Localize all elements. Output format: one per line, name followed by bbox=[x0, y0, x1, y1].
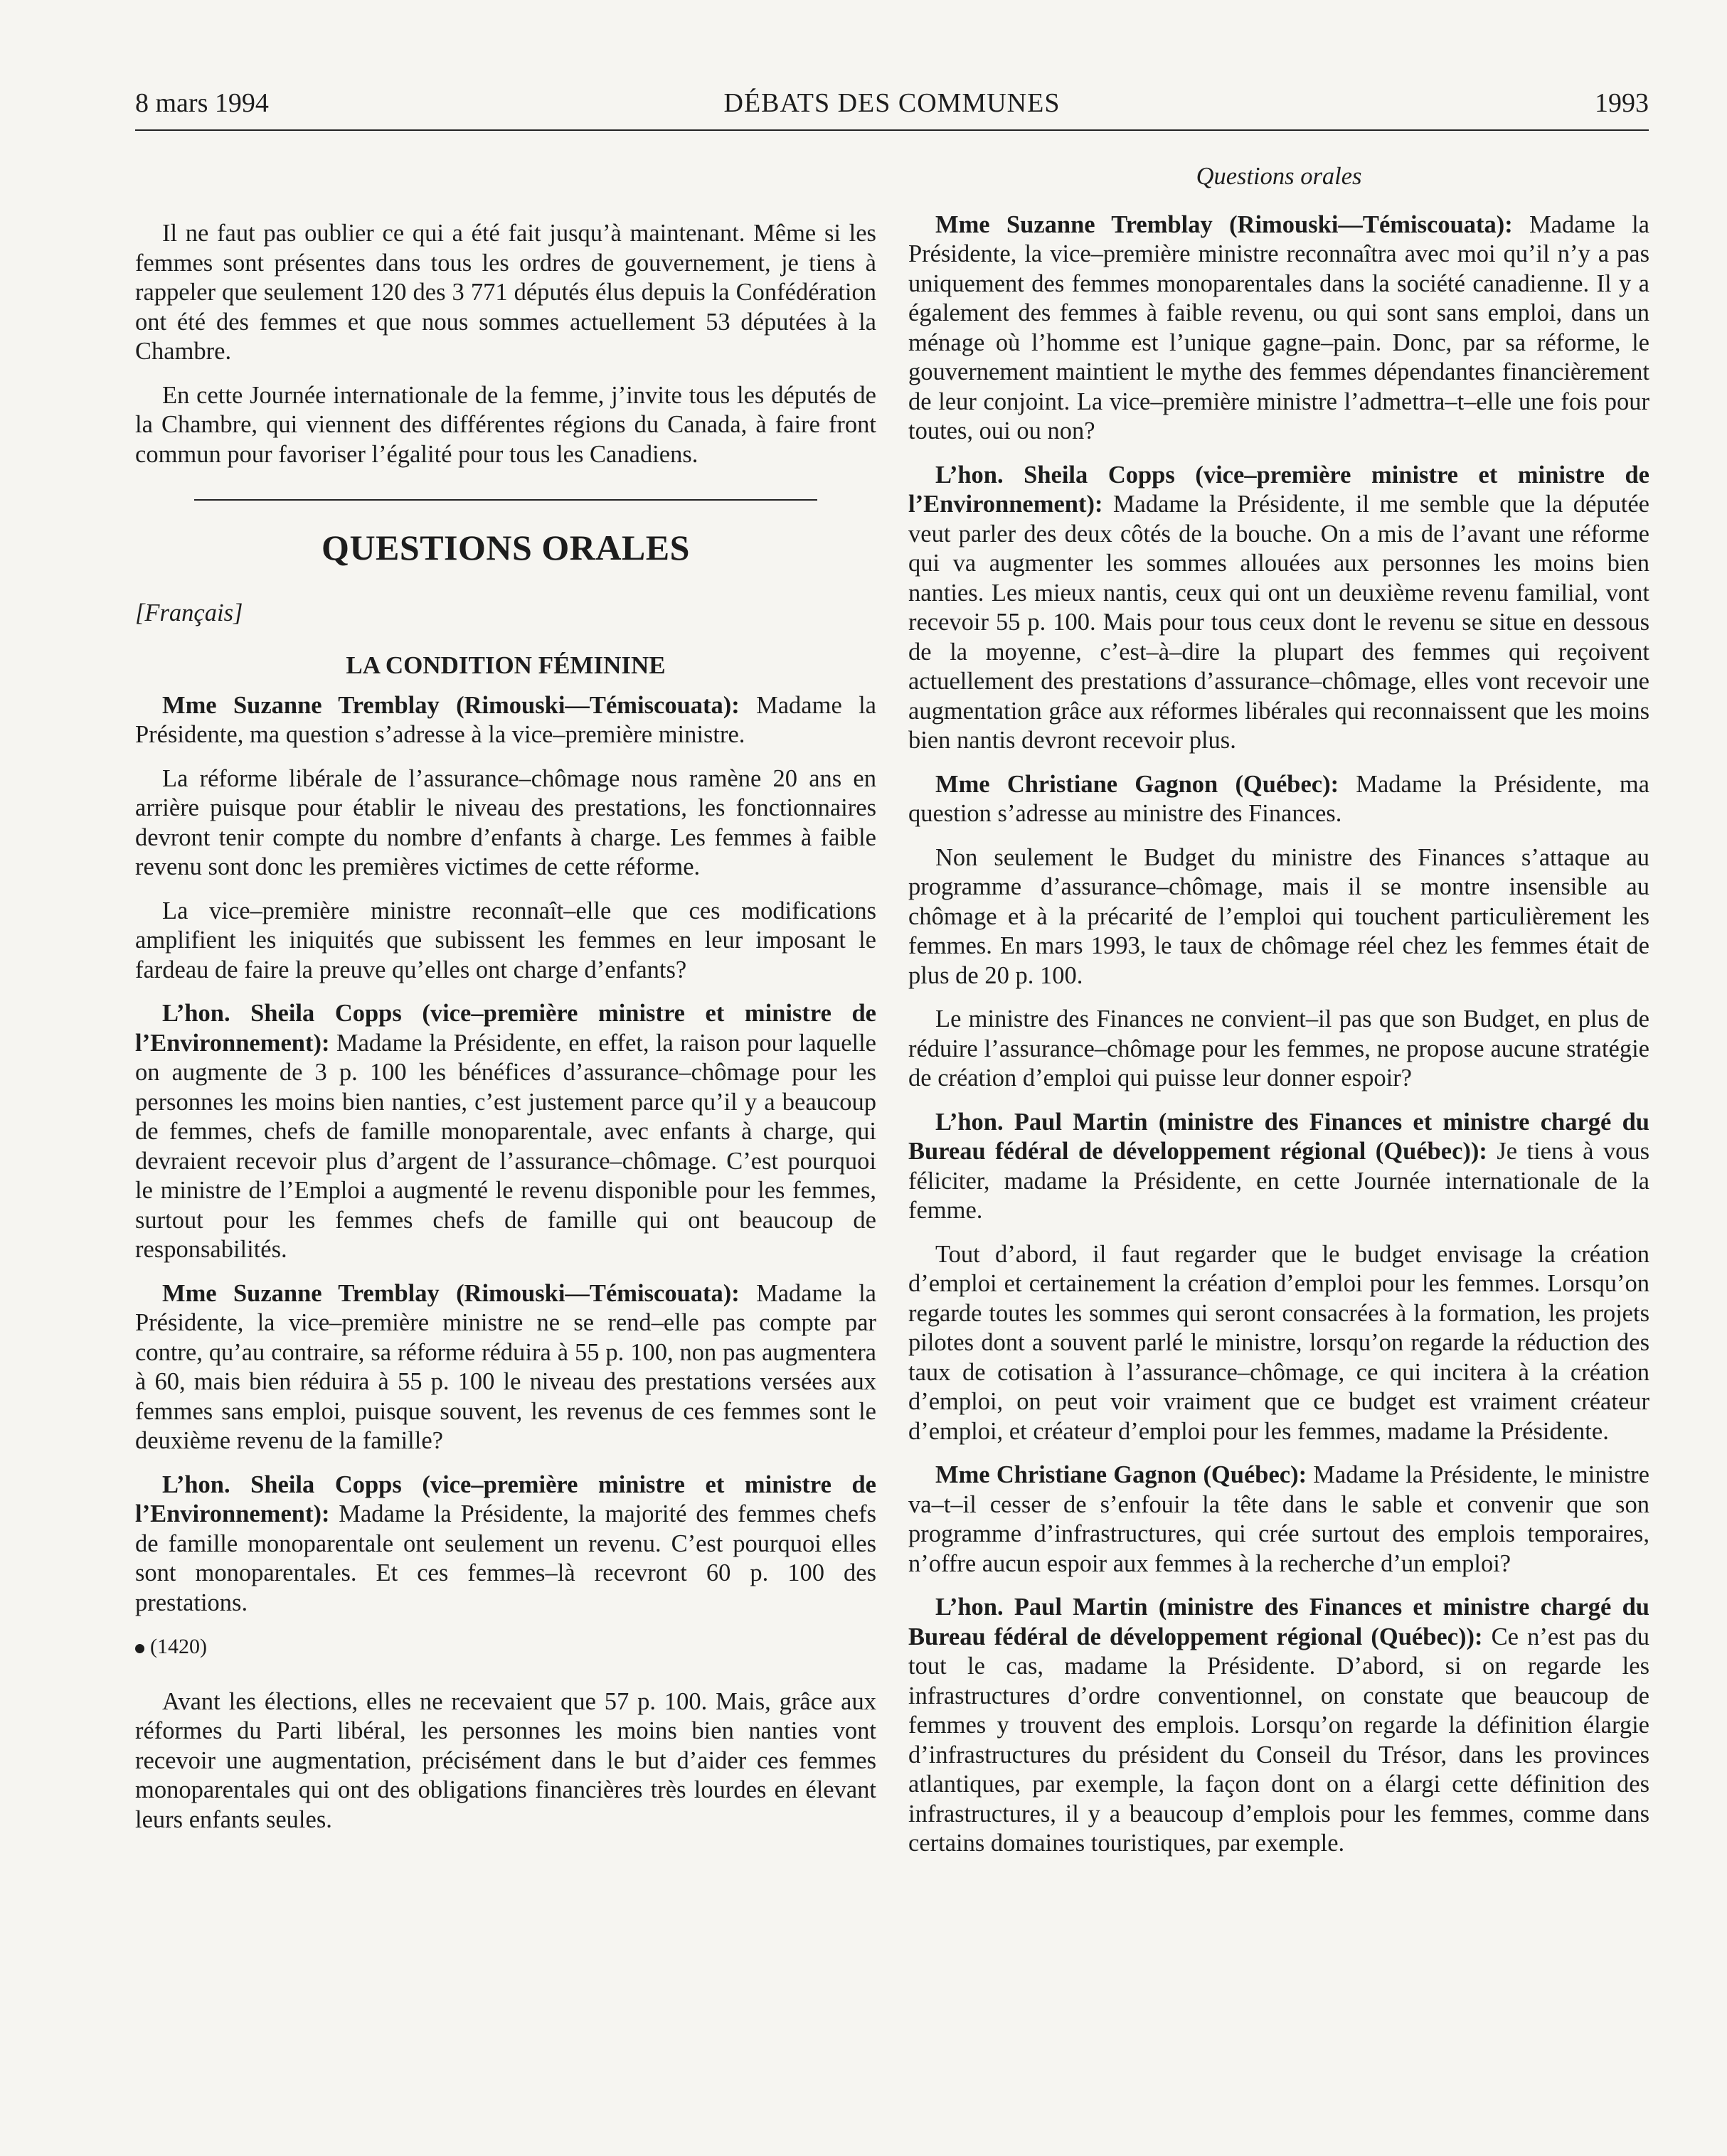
speech-paragraph bbox=[908, 461, 1649, 756]
paragraph: Le ministre des Finances ne convient–il pas que son Budget, en plus de réduire l’assurance–chômage pour les femmes, ne propose aucune stratégie de création d’emploi qui puisse leur donner espoir? bbox=[908, 1005, 1649, 1092]
paragraph: Il ne faut pas oublier ce qui a été fait jusqu’à maintenant. Même si les femmes sont présentes dans tous les ordres de gouvernement, je tiens à rappeler que seulement 120 des 3 771 députés élus depuis la Confédération ont été des femmes et que nous sommes actuellement 53 députées à la Chambre. bbox=[135, 220, 876, 365]
language-label: [Français] bbox=[135, 599, 243, 626]
time-marker-text: (1420) bbox=[150, 1635, 207, 1658]
subsection-heading: LA CONDITION FÉMININE bbox=[346, 651, 666, 679]
left-column bbox=[135, 158, 876, 1849]
page-number: 1993 bbox=[1595, 88, 1649, 118]
paragraph: Tout d’abord, il faut regarder que le budget envisage la création d’emploi et certainement la création d’emploi pour les femmes. Lorsqu’on regarde toutes les sommes qui seront consacrées à la formation, les projets pilotes dont a souvent parlé le ministre, lorsqu’on regarde la réduction des taux de cotisation à l’assurance–chômage, ce qui incitera à la création d’emploi, on peut voir vraiment que ce budget est vraiment créateur d’emploi, et créateur d’emploi pour les femmes, madame la Présidente. bbox=[908, 1240, 1649, 1445]
speech-text: Madame la Présidente, ma question s’adresse à la vice–première ministre. bbox=[135, 691, 876, 748]
speaker-name: L’hon. Sheila Copps (vice–première ministre et ministre de l’Environnement): bbox=[908, 461, 1649, 518]
speech-text: Madame la Présidente, en effet, la raison pour laquelle on augmente de 3 p. 100 les bénéfices d’assurance–chômage pour les personnes les moins bien nanties, c’est justement parce qu’il y a beaucoup de femmes, chefs de famille monoparentale, avec enfants à charge, qui devraient recevoir plus d’argent de l’assurance–chômage. C’est pourquoi le ministre de l’Emploi a augmenté le revenu disponible pour les femmes, surtout pour les femmes chefs de famille qui ont beaucoup de responsabilités. bbox=[135, 1029, 876, 1263]
paragraph: Non seulement le Budget du ministre des Finances s’attaque au programme d’assurance–chômage, mais il se montre insensible au chômage et à la précarité de l’emploi qui touchent particulièrement les femmes. En mars 1993, le taux de chômage réel chez les femmes était de plus de 20 p. 100. bbox=[908, 843, 1649, 989]
section-heading: QUESTIONS ORALES bbox=[322, 528, 690, 567]
speech-paragraph bbox=[908, 1461, 1649, 1579]
speech-text: Madame la Présidente, la vice–première ministre ne se rend–elle pas compte par contre, qu’au contraire, sa réforme réduira à 55 p. 100, non pas augmentera à 60, mais bien réduira à 55 p. 100 le niveau des prestations versées aux femmes sans emploi, puisque souvent, les revenus de ces femmes sont le deuxième revenu de la famille? bbox=[135, 1279, 876, 1454]
speech-text: Madame la Présidente, ma question s’adresse au ministre des Finances. bbox=[908, 770, 1649, 827]
paragraph: La réforme libérale de l’assurance–chômage nous ramène 20 ans en arrière puisque pour établir le niveau des prestations, les fonctionnaires devront tenir compte du nombre d’enfants à charge. Les femmes à faible revenu sont donc les premières victimes de cette réforme. bbox=[135, 764, 876, 880]
section-divider bbox=[194, 499, 817, 501]
speech-paragraph bbox=[908, 1108, 1649, 1226]
speaker-name: L’hon. Paul Martin (ministre des Finances et ministre chargé du Bureau fédéral de développement régional (Québec)): bbox=[908, 1594, 1649, 1650]
paragraph: La vice–première ministre reconnaît–elle que ces modifications amplifient les iniquités que subissent les femmes en leur imposant le fardeau de faire la preuve qu’elles ont charge d’enfants? bbox=[135, 897, 876, 983]
speech-paragraph bbox=[135, 999, 876, 1265]
speech-text: Je tiens à vous féliciter, madame la Présidente, en cette Journée internationale de la femme. bbox=[908, 1138, 1649, 1224]
paragraph: En cette Journée internationale de la femme, j’invite tous les députés de la Chambre, qui viennent des différentes régions du Canada, à faire front commun pour favoriser l’égalité pour tous les Canadiens. bbox=[135, 381, 876, 468]
speaker-name: L’hon. Paul Martin (ministre des Finances et ministre chargé du Bureau fédéral de développement régional (Québec)): bbox=[908, 1108, 1649, 1165]
speech-paragraph bbox=[135, 1471, 876, 1618]
speech-text: Madame la Présidente, le ministre va–t–il cesser de s’enfouir la tête dans le sable et convenir que son programme d’infrastructures, qui crée surtout des emplois temporaires, n’offre aucun espoir aux femmes à la recherche d’un emploi? bbox=[908, 1461, 1649, 1577]
speaker-name: Mme Christiane Gagnon (Québec): bbox=[935, 1461, 1307, 1488]
speech-paragraph bbox=[135, 691, 876, 750]
bullet-icon bbox=[135, 1644, 144, 1653]
speaker-name: L’hon. Sheila Copps (vice–première ministre et ministre de l’Environnement): bbox=[135, 1000, 876, 1057]
right-column bbox=[908, 158, 1649, 1873]
header-date: 8 mars 1994 bbox=[135, 88, 269, 118]
section-label: Questions orales bbox=[1196, 163, 1362, 190]
page-header bbox=[135, 85, 1649, 131]
paragraph: Avant les élections, elles ne recevaient que 57 p. 100. Mais, grâce aux réformes du Parti libéral, les personnes les moins bien nanties vont recevoir une augmentation, précisément dans le but d’aider ces femmes monoparentales qui ont des obligations financières très lourdes en élevant leurs enfants seules. bbox=[135, 1687, 876, 1833]
speaker-name: Mme Suzanne Tremblay (Rimouski—Témiscouata): bbox=[935, 210, 1513, 238]
column-top-spacer bbox=[135, 158, 876, 219]
header-title: DÉBATS DES COMMUNES bbox=[723, 88, 1061, 118]
speech-text: Madame la Présidente, la vice–première ministre reconnaîtra avec moi qu’il n’y a pas uniquement des femmes monoparentales dans la société canadienne. Il y a également des femmes à faible revenu, ou qui sont sans emploi, dans un ménage où l’homme est l’unique gagne–pain. Donc, par sa réforme, le gouvernement maintient le mythe des femmes dépendantes financièrement de leur conjoint. La vice–première ministre l’admettra–t–elle une fois pour toutes, oui ou non? bbox=[908, 210, 1649, 444]
speech-paragraph bbox=[908, 770, 1649, 829]
speech-text: Ce n’est pas du tout le cas, madame la Présidente. D’abord, si on regarde les infrastructures d’ordre conventionnel, on constate que beaucoup de femmes y trouvent des emplois. Lorsqu’on regarde la définition élargie d’infrastructures du président du Conseil du Trésor, dans les provinces atlantiques, par exemple, la façon dont on a élargi cette définition des infrastructures, il y a beaucoup d’emplois pour les femmes, comme dans certains domaines touristiques, par exemple. bbox=[908, 1623, 1649, 1857]
speaker-name: Mme Suzanne Tremblay (Rimouski—Témiscouata): bbox=[162, 691, 740, 719]
speech-paragraph bbox=[908, 1593, 1649, 1859]
speech-paragraph bbox=[135, 1279, 876, 1456]
speech-text: Madame la Présidente, il me semble que la députée veut parler des deux côtés de la bouche. On a mis de l’avant une réforme qui va augmenter les sommes allouées aux personnes les moins bien nanties. Les mieux nantis, ceux qui ont un deuxième revenu familial, vont recevoir 55 p. 100. Mais pour tous ceux dont le revenu se situe en dessous de la moyenne, c’est–à–dire la plupart des femmes qui reçoivent actuellement des prestations d’assurance–chômage, elles vont recevoir une augmentation grâce aux réformes libérales qui reconnaissent que les moins bien nantis devront recevoir plus. bbox=[908, 491, 1649, 754]
speech-paragraph bbox=[908, 210, 1649, 447]
speaker-name: L’hon. Sheila Copps (vice–première ministre et ministre de l’Environnement): bbox=[135, 1471, 876, 1527]
speaker-name: Mme Suzanne Tremblay (Rimouski—Témiscouata): bbox=[162, 1279, 740, 1307]
speaker-name: Mme Christiane Gagnon (Québec): bbox=[935, 770, 1339, 798]
speech-text: Madame la Présidente, la majorité des femmes chefs de famille monoparentale ont seulement un revenu. C’est pourquoi elles sont monoparentales. Et ces femmes–là recevront 60 p. 100 des prestations. bbox=[135, 1500, 876, 1616]
time-marker bbox=[135, 1632, 876, 1662]
